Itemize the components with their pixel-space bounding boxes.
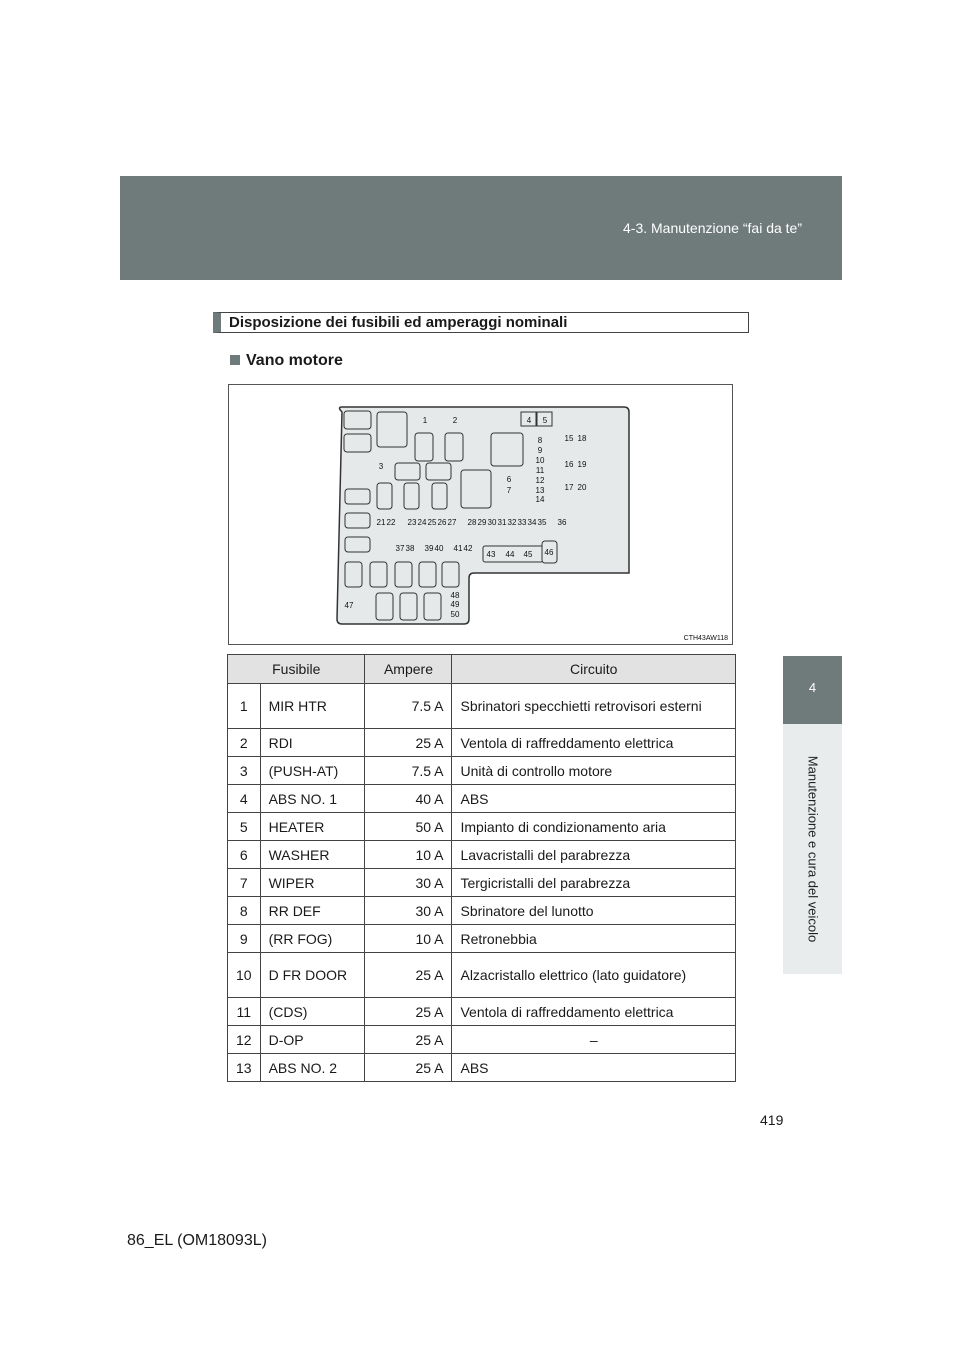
fuse-number: 12 [228,1026,261,1054]
fuse-number: 1 [228,684,261,729]
section-title: Disposizione dei fusibili ed amperaggi nominali [213,312,749,333]
svg-text:7: 7 [506,486,512,495]
fuse-circuit: Ventola di raffreddamento elettrica [452,729,736,757]
fuse-circuit: Impianto di condizionamento aria [452,813,736,841]
svg-text:40: 40 [434,544,444,553]
svg-text:31: 31 [497,518,507,527]
svg-text:3: 3 [378,462,384,471]
fuse-name: (RR FOG) [260,925,365,953]
table-row [228,1054,736,1082]
table-row [228,998,736,1026]
fuse-number: 2 [228,729,261,757]
fuse-ampere: 7.5 A [365,684,452,729]
fuse-name: D-OP [260,1026,365,1054]
svg-text:9: 9 [537,446,543,455]
chapter-label-box [783,724,842,974]
svg-text:30: 30 [487,518,497,527]
fuse-ampere: 25 A [365,729,452,757]
svg-text:23: 23 [407,518,417,527]
svg-text:16: 16 [564,460,574,469]
svg-text:49: 49 [450,600,460,609]
figure-code: CTH43AW118 [683,635,728,642]
svg-text:15: 15 [564,434,574,443]
svg-text:25: 25 [427,518,437,527]
svg-text:42: 42 [463,544,473,553]
subsection-heading [230,352,343,370]
svg-text:4: 4 [526,416,532,425]
fuse-ampere: 25 A [365,998,452,1026]
svg-text:48: 48 [450,591,460,600]
header-section-title: 4-3. Manutenzione “fai da te” [623,220,802,236]
table-row [228,785,736,813]
header-circuito: Circuito [452,655,736,684]
fuse-number: 10 [228,953,261,998]
fuse-number: 13 [228,1054,261,1082]
svg-text:44: 44 [505,550,515,559]
fuse-number: 9 [228,925,261,953]
svg-text:47: 47 [344,601,354,610]
page-number: 419 [760,1112,784,1128]
fuse-circuit: Sbrinatore del lunotto [452,897,736,925]
fuse-name: WASHER [260,841,365,869]
fuse-number: 11 [228,998,261,1026]
fuse-number: 3 [228,757,261,785]
fuse-circuit: Ventola di raffreddamento elettrica [452,998,736,1026]
fuse-number: 4 [228,785,261,813]
fuse-circuit: Unità di controllo motore [452,757,736,785]
fuse-circuit: Lavacristalli del parabrezza [452,841,736,869]
subsection-title: Vano motore [246,352,343,369]
svg-text:46: 46 [544,548,554,557]
fuse-name: (PUSH-AT) [260,757,365,785]
svg-text:29: 29 [477,518,487,527]
fuse-ampere: 25 A [365,953,452,998]
header-fusibile: Fusibile [228,655,365,684]
chapter-tab [783,656,842,724]
fuse-circuit: ABS [452,785,736,813]
fuse-name: WIPER [260,869,365,897]
svg-text:20: 20 [577,483,587,492]
table-header-row [228,655,736,684]
fuse-box-drawing [229,385,734,646]
svg-text:36: 36 [557,518,567,527]
fuse-circuit: Sbrinatori specchietti retrovisori esterni [452,684,736,729]
svg-text:8: 8 [537,436,543,445]
table-row [228,869,736,897]
svg-text:41: 41 [453,544,463,553]
fuse-number: 8 [228,897,261,925]
header-ampere: Ampere [365,655,452,684]
table-row [228,757,736,785]
fuse-circuit: Retronebbia [452,925,736,953]
chapter-number: 4 [808,680,817,695]
svg-text:37: 37 [395,544,405,553]
fuse-name: RR DEF [260,897,365,925]
table-row [228,925,736,953]
svg-text:22: 22 [386,518,396,527]
fuse-circuit: Tergicristalli del parabrezza [452,869,736,897]
svg-text:17: 17 [564,483,574,492]
fuse-ampere: 30 A [365,869,452,897]
svg-text:12: 12 [535,476,545,485]
svg-text:1: 1 [422,416,428,425]
fuse-ampere: 7.5 A [365,757,452,785]
fuse-box-diagram [228,384,733,645]
svg-text:38: 38 [405,544,415,553]
svg-text:18: 18 [577,434,587,443]
fuse-ampere: 30 A [365,897,452,925]
fuse-circuit: – [452,1026,736,1054]
table-row [228,684,736,729]
fuse-ampere: 10 A [365,841,452,869]
chapter-label: Manutenzione e cura del veicolo [805,755,820,943]
svg-text:11: 11 [535,466,545,475]
fuse-name: ABS NO. 2 [260,1054,365,1082]
svg-text:27: 27 [447,518,457,527]
svg-text:19: 19 [577,460,587,469]
table-row [228,813,736,841]
fuse-name: D FR DOOR [260,953,365,998]
fuse-name: MIR HTR [260,684,365,729]
footer-code: 86_EL (OM18093L) [127,1232,267,1249]
fuse-number: 7 [228,869,261,897]
svg-text:14: 14 [535,495,545,504]
fuse-name: RDI [260,729,365,757]
table-row [228,1026,736,1054]
fuse-ampere: 25 A [365,1026,452,1054]
svg-text:50: 50 [450,610,460,619]
header-band [120,176,842,280]
fuse-number: 5 [228,813,261,841]
svg-text:2: 2 [452,416,458,425]
fuse-number: 6 [228,841,261,869]
svg-text:39: 39 [424,544,434,553]
table-row [228,897,736,925]
svg-text:28: 28 [467,518,477,527]
svg-text:43: 43 [486,550,496,559]
svg-text:21: 21 [376,518,386,527]
fuse-name: ABS NO. 1 [260,785,365,813]
fuse-ampere: 50 A [365,813,452,841]
fuse-name: (CDS) [260,998,365,1026]
fuse-name: HEATER [260,813,365,841]
svg-text:33: 33 [517,518,527,527]
svg-text:24: 24 [417,518,427,527]
svg-text:34: 34 [527,518,537,527]
svg-text:45: 45 [523,550,533,559]
svg-text:5: 5 [542,416,548,425]
table-row [228,953,736,998]
fuse-table [227,654,736,1082]
fuse-ampere: 25 A [365,1054,452,1082]
svg-text:32: 32 [507,518,517,527]
table-row [228,841,736,869]
svg-text:26: 26 [437,518,447,527]
svg-text:6: 6 [506,475,512,484]
table-row [228,729,736,757]
svg-text:10: 10 [535,456,545,465]
fuse-circuit: Alzacristallo elettrico (lato guidatore) [452,953,736,998]
fuse-circuit: ABS [452,1054,736,1082]
svg-text:35: 35 [537,518,547,527]
fuse-ampere: 40 A [365,785,452,813]
square-bullet-icon [230,355,240,365]
svg-text:13: 13 [535,486,545,495]
fuse-ampere: 10 A [365,925,452,953]
